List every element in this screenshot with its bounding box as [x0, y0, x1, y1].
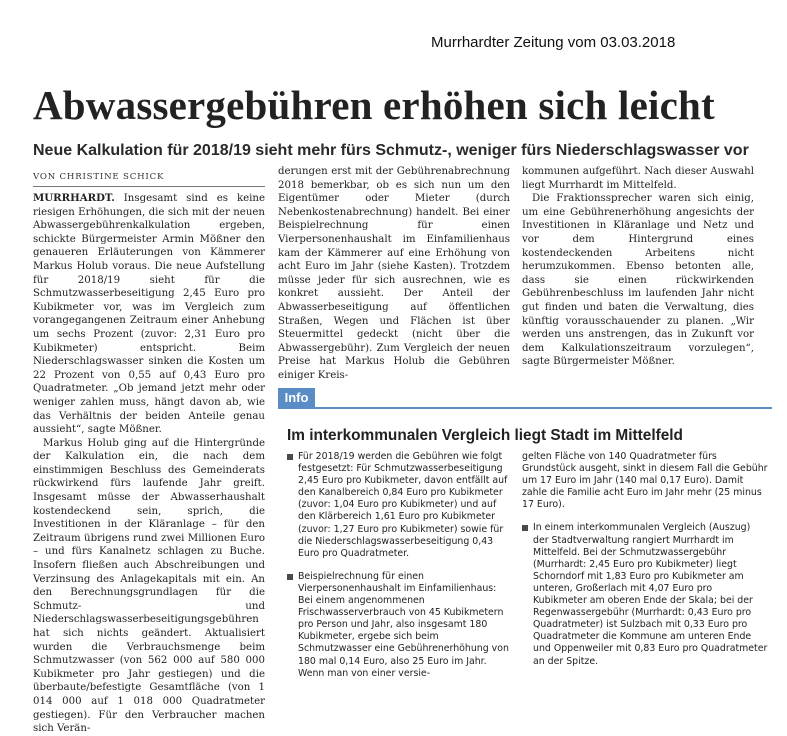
info-item-comparison: In einem interkommunalen Vergleich (Auszug) der Stadtverwaltung rangiert Murrhardt im Mittelfeld. Bei der Schmutzwassergebühr (Murrhardt: 2,45 Euro pro Kubikmeter) liegt Schorndorf mit 1,83 Euro pro Kubikmeter am unteren, Großerlach mit 4,07 Euro pro Kubikmeter am oberen Ende der Skala; bei der Regenwassergebühr (Murrhardt: 0,43 Euro pro Quadratmeter) ist Sulzbach mit 0,33 Euro pro Quadratmeter die Kommune am unteren Ende und Oppenweiler mit 0,83 Euro pro Quadratmeter an der Spitze. — [522, 522, 768, 667]
info-column-2 — [522, 451, 768, 679]
article-headline: Abwassergebühren erhöhen sich leicht — [33, 82, 715, 128]
article-byline: VON CHRISTINE SCHICK — [33, 172, 165, 182]
info-box-top-bar — [278, 407, 772, 409]
paragraph-text: Insgesamt sind es keine riesigen Erhöhungen, die sich mit der neuen Abwassergebührenkalkulation ergeben, schickte Bürgermeister Armin Mößner den genaueren Erläuterungen von Kämmerer Markus Holub voraus. Die neue Aufstellung für 2018/19 sieht für die Schmutzwasserbeseitigung 2,45 Euro pro Kubikmeter vor, was im Vergleich zum vorangegangenen Zeitraum einer Anhebung um sechs Prozent (zuvor: 2,31 Euro pro Kubikmeter) entspricht. Beim Niederschlagswasser sinken die Kosten um 22 Prozent von 0,55 auf 0,43 Euro pro Quadratmeter. „Ob jemand jetzt mehr oder weniger zahlen muss, hängt davon ab, wie das Verhältnis der beiden Anteile genau aussieht“, sagte Mößner. — [33, 193, 265, 436]
article-column-1 — [33, 192, 265, 736]
info-item-example: Beispielrechnung für einen Vierpersonenhaushalt im Einfamilienhaus: Bei einem angenommenen Frischwasserverbrauch von 45 Kubikmetern pro Person und Jahr, also insgesamt 180 Kubikmeter, ergebe sich beim Schmutzwasser eine Gebührenerhöhung von 180 mal 0,14 Euro, also 25 Euro im Jahr. Wenn man von einer versie- — [287, 571, 509, 680]
article-paragraph: kommunen aufgeführt. Nach dieser Auswahl liegt Murrhardt im Mittelfeld. — [522, 166, 754, 191]
info-item-fees: Für 2018/19 werden die Gebühren wie folgt festgesetzt: Für Schmutzwasserbeseitigung 2,45 Euro pro Kubikmeter, davon entfällt auf den Kanalbereich 0,84 Euro pro Kubikmeter (zuvor: 1,04 Euro pro Kubikmeter) und auf den Klärbereich 1,61 Euro pro Kubikmeter (zuvor: 1,27 Euro pro Kubikmeter) sowie für die Niederschlagswasserbeseitigung 0,43 Euro pro Quadratmeter. — [287, 451, 509, 560]
article-paragraph: Markus Holub ging auf die Hintergründe der Kalkulation ein, die nach dem einstimmigen Beschluss des Gemeinderats rückwirkend fürs laufende Jahr greift. Insgesamt müsse der Abwasserhaushalt kostendeckend sein, sprich, die Investitionen in der Kläranlage – für den Zeitraum übrigens rund zwei Millionen Euro – und fürs Kanalnetz schlagen zu Buche. Insofern fließen auch Abschreibungen und Verzinsung des Anlagekapitals mit ein. An den Berechnungsgrundlagen für die Schmutz- und Niederschlagswasserbeseitigungsgebühren hat sich nichts geändert. Aktualisiert wurden die Verbrauchsmenge beim Schmutzwasser (von 562 000 auf 580 000 Kubikmeter pro Jahr gestiegen) und die überbaute/befestigte Gesamtfläche (von 1 014 000 auf 1 018 000 Quadratmeter gestiegen). Für den Verbraucher machen sich Verän- — [33, 437, 265, 735]
article-subheadline: Neue Kalkulation für 2018/19 sieht mehr fürs Schmutz-, weniger fürs Niederschlagswasser vor — [33, 142, 749, 159]
info-tag: Info — [278, 388, 315, 408]
byline-divider — [33, 186, 265, 187]
article-paragraph: Die Fraktionssprecher waren sich einig, um eine Gebührenerhöhung angesichts der Investitionen in Kläranlage und Netz und vor dem Hintergrund eines kostendeckenden Arbeitens nicht herumzukommen. Ebenso betonten alle, dass sie einen rückwirkenden Gebührenbeschluss im laufenden Jahr nicht gut finden und baten die Verwaltung, dies künftig vorausschauender zu planen. „Wir werden uns anstrengen, das in Zukunft vor dem Kalkulationszeitraum vorzulegen“, sagte Bürgermeister Mößner. — [522, 193, 754, 368]
newspaper-source-line: Murrhardter Zeitung vom 03.03.2018 — [431, 34, 676, 51]
info-item-example-continued: gelten Fläche von 140 Quadratmeter fürs Grundstück ausgeht, sinkt in diesem Fall die Gebühr um 17 Euro im Jahr (140 mal 0,17 Euro). Damit zahle die Familie acht Euro im Jahr mehr (25 minus 17 Euro). — [522, 451, 768, 511]
info-column-1 — [287, 451, 509, 691]
article-paragraph — [33, 192, 265, 437]
article-column-2 — [278, 165, 510, 383]
article-paragraph: derungen erst mit der Gebührenabrechnung 2018 bemerkbar, ob es sich nun um den Eigentümer oder Mieter (durch Nebenkostenabrechnung) handelt. Bei einer Beispielrechnung für einen Vierpersonenhaushalt im Einfamilienhaus kam der Kämmerer auf eine Erhöhung von acht Euro im Jahr (siehe Kasten). Trotzdem müsse jeder für sich ausrechnen, wie es konkret aussieht. Der Anteil der Abwasserbeseitigung auf öffentlichen Straßen, Wegen und Flächen ist über Steuermittel gedeckt (nicht über die Abwassergebühr). Zum Vergleich der neuen Preise hat Markus Holub die Gebühren einiger Kreis- — [278, 166, 510, 381]
article-column-3 — [522, 165, 754, 369]
info-box-title: Im interkommunalen Vergleich liegt Stadt im Mittelfeld — [287, 427, 683, 444]
dateline: MURRHARDT. — [33, 192, 115, 204]
